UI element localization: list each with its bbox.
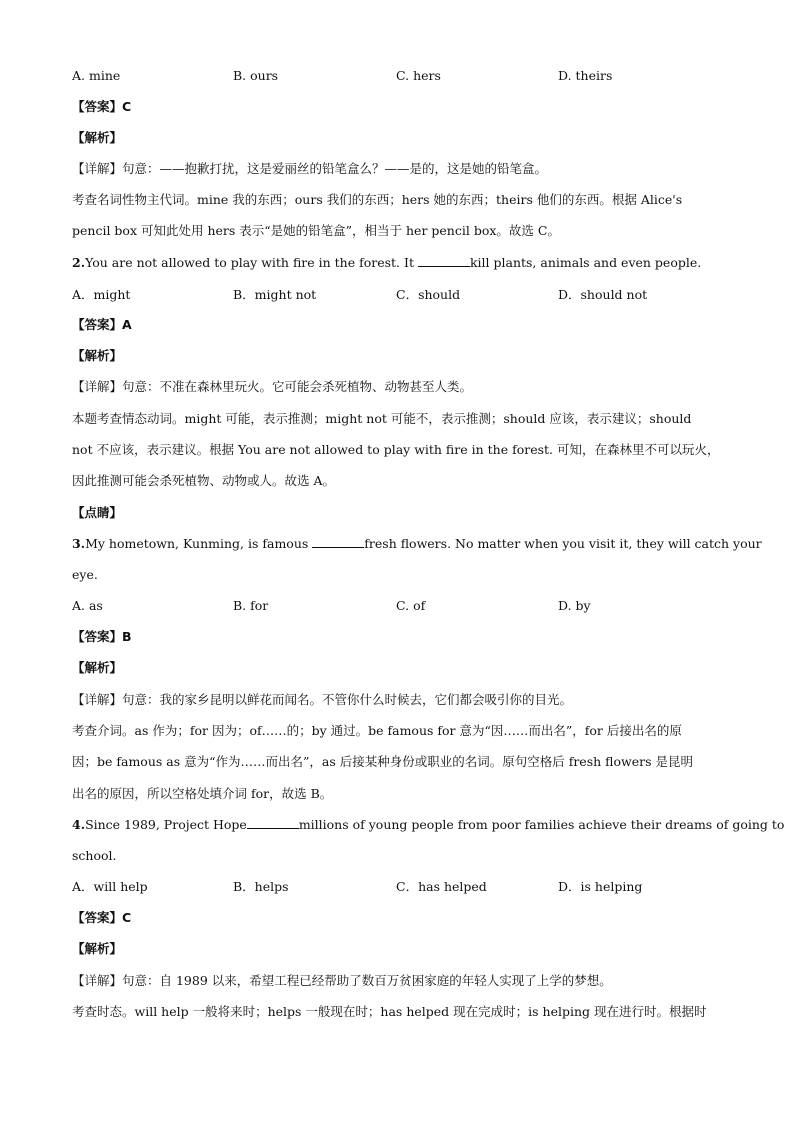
q2-explanation-1: 本题考查情态动词。might 可能，表示推测；might not 可能不，表示推测；should 应该，表示建议；should: [72, 411, 692, 426]
q3-option-d: D. by: [558, 598, 591, 613]
q2-number: 2.: [72, 255, 86, 270]
q2-explanation-3: 因此推测可能会杀死植物、动物或人。故选 A。: [72, 473, 336, 488]
q3-option-b: B. for: [233, 598, 269, 613]
q3-options: [72, 597, 722, 615]
q2-option-a: A．might: [72, 287, 131, 302]
q2-stem-part-b: kill plants, animals and even people.: [469, 255, 702, 270]
answer-tag: 【答案】: [72, 629, 123, 644]
q3-blank: [312, 535, 364, 548]
q2-stem: [72, 254, 722, 272]
q2-analysis-tag: 【解析】: [72, 348, 123, 363]
q1-answer: [72, 98, 722, 116]
q3-stem: [72, 535, 762, 553]
answer-value: C: [122, 910, 132, 925]
q4-option-c: C．has helped: [396, 879, 487, 894]
q2-stem-part-a: You are not allowed to play with fire in the forest. It: [85, 255, 418, 270]
q1-explanation-2: pencil box 可知此处用 hers 表示“是她的铅笔盒”，相当于 her pencil box。故选 C。: [72, 223, 560, 238]
answer-value: A: [122, 317, 132, 332]
q3-number: 3.: [72, 536, 86, 551]
q3-stem-part-a: My hometown, Kunming, is famous: [85, 536, 313, 551]
q3-analysis-tag: 【解析】: [72, 660, 123, 675]
q1-analysis-tag: 【解析】: [72, 130, 123, 145]
q1-options: [72, 67, 722, 85]
q2-option-b: B．might not: [233, 287, 317, 302]
q2-explanation-2: not 不应该，表示建议。根据 You are not allowed to play with fire in the forest. 可知，在森林里不可以玩火，: [72, 442, 720, 457]
q2-options: [72, 286, 722, 304]
q4-options: [72, 878, 722, 896]
q1-explanation-1: 考查名词性物主代词。mine 我的东西；ours 我们的东西；hers 她的东西；theirs 他们的东西。根据 Alice's: [72, 192, 683, 207]
q4-stem-part-c: school.: [72, 848, 117, 863]
q4-stem-part-b: millions of young people from poor families achieve their dreams of going to: [298, 817, 785, 832]
q1-option-a: A. mine: [72, 68, 121, 83]
q2-comment-tag: 【点睛】: [72, 505, 123, 520]
answer-tag: 【答案】: [72, 99, 123, 114]
q4-option-b: B．helps: [233, 879, 289, 894]
q2-answer: [72, 316, 722, 334]
answer-value: C: [122, 99, 132, 114]
q4-explanation-1: 考查时态。will help 一般将来时；helps 一般现在时；has helped 现在完成时；is helping 现在进行时。根据时: [72, 1004, 707, 1019]
q4-number: 4.: [72, 817, 86, 832]
q3-answer: [72, 628, 722, 646]
q4-option-a: A．will help: [72, 879, 148, 894]
q4-stem: [72, 816, 785, 834]
q3-explanation-2: 因；be famous as 意为“作为……而出名”，as 后接某种身份或职业的名词。原句空格后 fresh flowers 是昆明: [72, 754, 693, 769]
q3-stem-part-b: fresh flowers. No matter when you visit it, they will catch your: [364, 536, 762, 551]
q2-option-c: C．should: [396, 287, 461, 302]
answer-tag: 【答案】: [72, 910, 123, 925]
q3-explanation-3: 出名的原因，所以空格处填介词 for，故选 B。: [72, 786, 333, 801]
q3-stem-part-c: eye.: [72, 567, 98, 582]
q1-option-c: C. hers: [396, 68, 441, 83]
q4-answer: [72, 909, 722, 927]
q2-detail: 【详解】句意：不准在森林里玩火。它可能会杀死植物、动物甚至人类。: [72, 379, 473, 394]
q3-detail: 【详解】句意：我的家乡昆明以鲜花而闻名。不管你什么时候去，它们都会吸引你的目光。: [72, 692, 573, 707]
q1-option-b: B. ours: [233, 68, 279, 83]
q2-blank: [418, 254, 470, 267]
q1-option-d: D. theirs: [558, 68, 613, 83]
q3-option-a: A. as: [72, 598, 103, 613]
answer-value: B: [122, 629, 132, 644]
q4-stem-part-a: Since 1989, Project Hope: [85, 817, 247, 832]
q3-explanation-1: 考查介词。as 作为；for 因为；of……的；by 通过。be famous for 意为“因……而出名”，for 后接出名的原: [72, 723, 682, 738]
q2-option-d: D．should not: [558, 287, 648, 302]
q4-analysis-tag: 【解析】: [72, 941, 123, 956]
q3-option-c: C. of: [396, 598, 426, 613]
q4-option-d: D．is helping: [558, 879, 643, 894]
answer-tag: 【答案】: [72, 317, 123, 332]
q1-detail: 【详解】句意：——抱歉打扰，这是爱丽丝的铅笔盒么？——是的，这是她的铅笔盒。: [72, 161, 548, 176]
q4-blank: [247, 816, 299, 829]
q4-detail: 【详解】句意：自 1989 以来，希望工程已经帮助了数百万贫困家庭的年轻人实现了上学的梦想。: [72, 973, 612, 988]
